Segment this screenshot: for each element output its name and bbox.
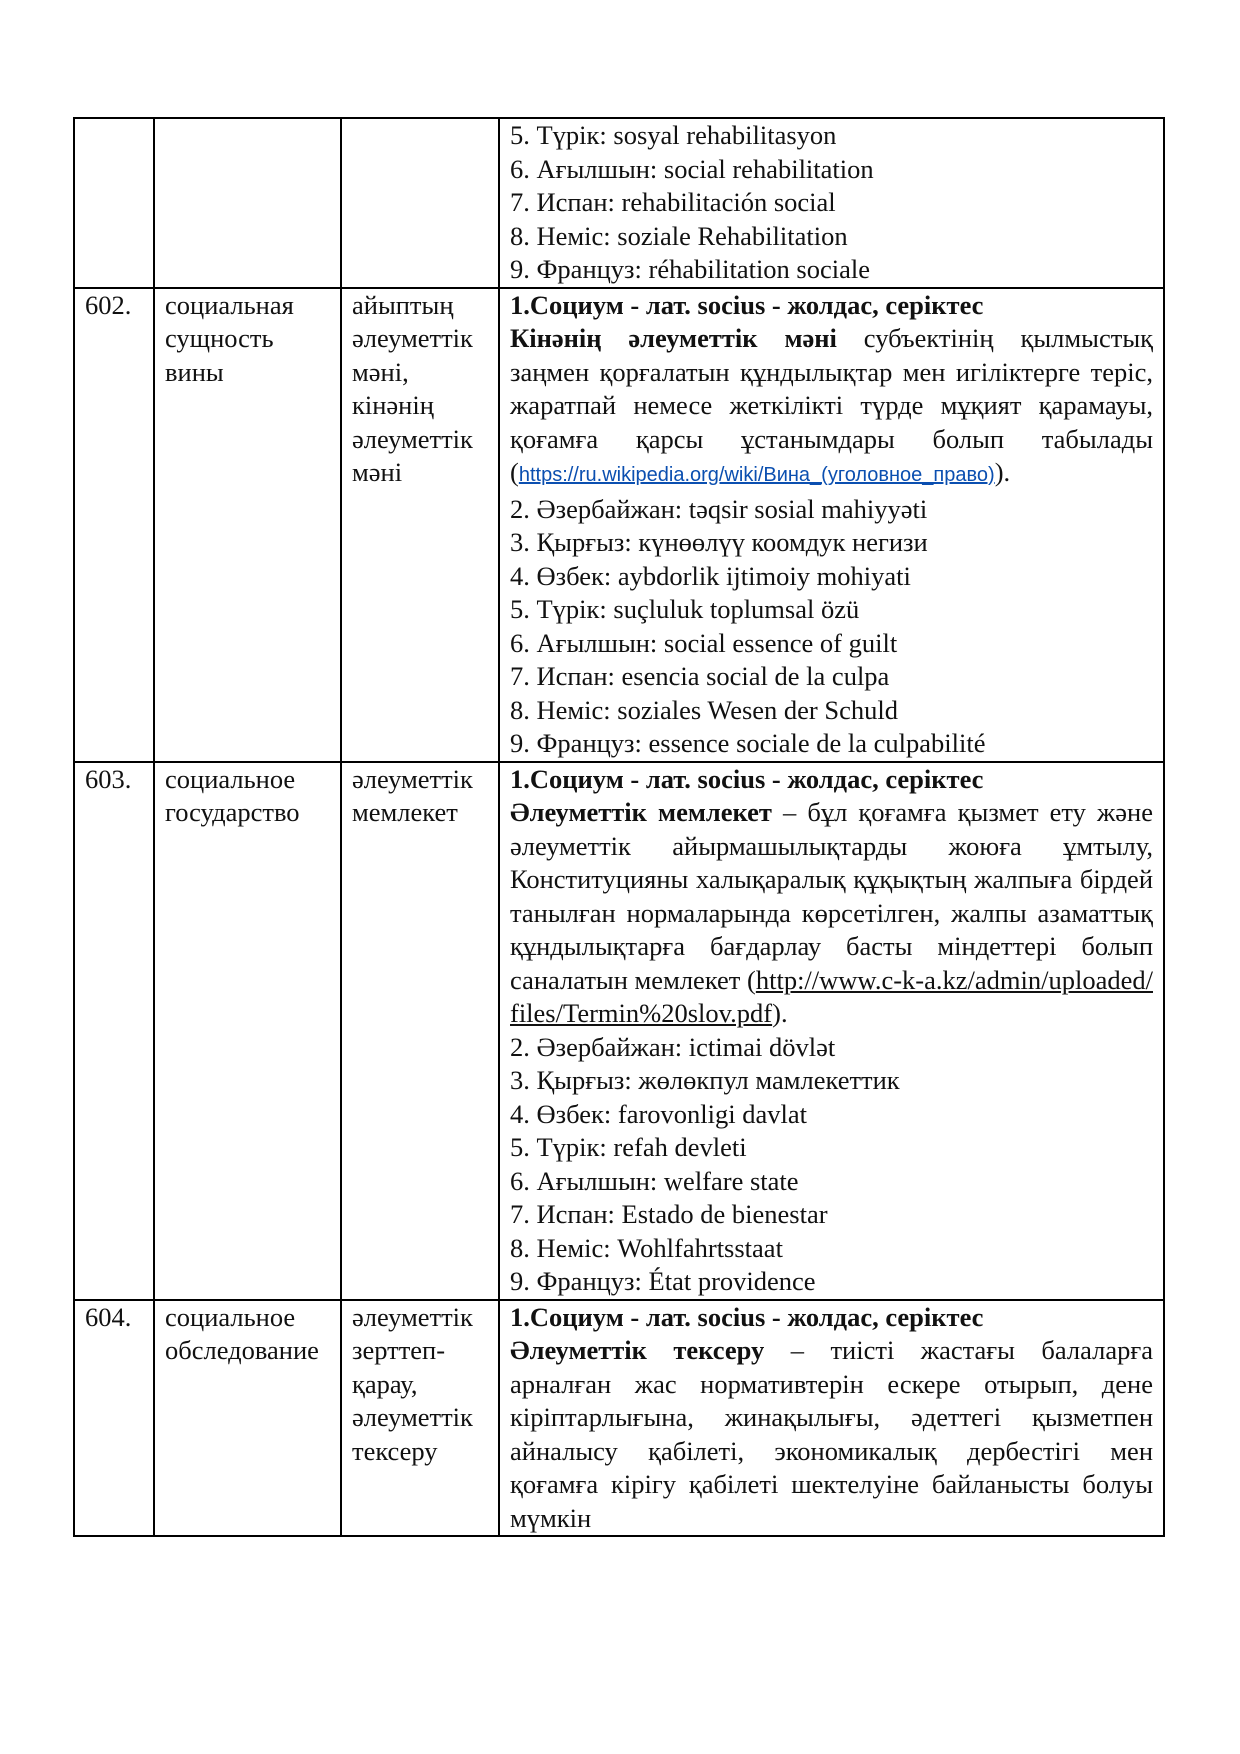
translation-line: 6. Ағылшын: welfare state <box>510 1165 799 1196</box>
term-kazakh: әлеуметтік мемлекет <box>341 762 499 1300</box>
entry-number: 602. <box>74 288 154 762</box>
definition-body: – тиісті жастағы балаларға арналған жас нормативтерін ескере отырып, дене кіріптарлығына, жинақылығы, әдеттегі қызметпен айналысу қабілеті, экономикалық дербестігі мен қоғамға кірігу қабілеті шектелуіне байланысты болуы мүмкін <box>510 1335 1153 1533</box>
translation-line: 8. Неміс: soziale Rehabilitation <box>510 220 848 251</box>
definition-cell <box>499 288 1164 762</box>
table-row <box>74 288 1164 762</box>
translation-line: 7. Испан: esencia social de la culpa <box>510 661 890 691</box>
translation-line: 8. Неміс: Wohlfahrtsstaat <box>510 1232 783 1263</box>
source-end: ). <box>994 457 1011 487</box>
translation-line: 5. Түрік: refah devleti <box>510 1132 747 1162</box>
translation-line: 5. Түрік: suçluluk toplumsal özü <box>510 594 860 624</box>
source-link[interactable]: http://www.c-k-a.kz/admin/uploaded/files/Termin%20slov.pdf <box>510 964 1153 1028</box>
translation-line: 8. Неміс: soziales Wesen der Schuld <box>510 694 898 725</box>
defined-term: Кінәнің әлеуметтік мәні <box>510 323 837 353</box>
translation-line: 9. Француз: essence sociale de la culpabilité <box>510 728 986 758</box>
definition-cell <box>499 1300 1164 1537</box>
entry-number: 604. <box>74 1300 154 1537</box>
translation-line: 7. Испан: Estado de bienestar <box>510 1199 828 1229</box>
translation-line: 5. Түрік: sosyal rehabilitasyon <box>510 120 837 150</box>
term-russian <box>154 118 341 288</box>
definition-cell <box>499 762 1164 1300</box>
definition-text <box>510 796 1153 1031</box>
term-kazakh: айыптың әлеуметтік мәні, кінәнің әлеуметтік мәні <box>341 288 499 762</box>
defined-term: Әлеуметтік тексеру <box>510 1335 765 1365</box>
defined-term: Әлеуметтік мемлекет <box>510 797 772 827</box>
definition-text <box>510 322 1153 493</box>
translation-line: 2. Әзербайжан: ictimai dövlət <box>510 1031 836 1062</box>
translation-line: 9. Француз: État providence <box>510 1266 816 1296</box>
translation-line: 9. Француз: réhabilitation sociale <box>510 254 871 284</box>
definition-body: субъектінің қылмыстық заңмен қорғалатын құндылықтар мен игіліктерге теріс, жаратпай немесе жеткілікті түрде мұқият қарамауы, қоғамға қарсы ұстанымдары болып табылады ( <box>510 323 1154 487</box>
entry-number: 603. <box>74 762 154 1300</box>
document-page <box>73 117 1165 1537</box>
term-russian: социальная сущность вины <box>154 288 341 762</box>
entry-number <box>74 118 154 288</box>
translation-line: 4. Өзбек: aybdorlik ijtimoiy mohiyati <box>510 560 911 591</box>
definition-body: – бұл қоғамға қызмет ету және әлеуметтік айырмашылықтарды жоюға ұмтылу, Конституцияны халықаралық құқықтың жалпыға бірдей танылған нормаларында көрсетілген, жалпы азаматтық құндылықтарға бағдарлау басты міндеттері болып саналатын мемлекет ( <box>510 797 1153 995</box>
definition-text <box>510 1334 1153 1535</box>
glossary-table <box>73 117 1165 1537</box>
term-kazakh: әлеуметтік зерттеп-қарау, әлеуметтік тексеру <box>341 1300 499 1537</box>
translation-line: 3. Қырғыз: күнөөлүү коомдук негизи <box>510 527 928 557</box>
table-row <box>74 118 1164 288</box>
translation-line: 3. Қырғыз: жөлөкпул мамлекеттик <box>510 1065 900 1095</box>
table-row <box>74 1300 1164 1537</box>
translation-line: 4. Өзбек: farovonligi davlat <box>510 1098 807 1129</box>
translation-line: 6. Ағылшын: social essence of guilt <box>510 627 898 658</box>
source-end: ). <box>772 998 788 1028</box>
source-link[interactable]: https://ru.wikipedia.org/wiki/Вина_(уголовное_право) <box>518 464 995 486</box>
definition-cell <box>499 118 1164 288</box>
table-row <box>74 762 1164 1300</box>
etymology-header: 1.Социум - лат. socius - жолдас, серіктес <box>510 289 984 320</box>
term-russian: социальное обследование <box>154 1300 341 1537</box>
translation-line: 6. Ағылшын: social rehabilitation <box>510 153 874 184</box>
translation-line: 2. Әзербайжан: təqsir sosial mahiyyəti <box>510 493 928 524</box>
term-russian: социальное государство <box>154 762 341 1300</box>
translation-line: 7. Испан: rehabilitación social <box>510 187 836 217</box>
etymology-header: 1.Социум - лат. socius - жолдас, серіктес <box>510 763 984 794</box>
term-kazakh <box>341 118 499 288</box>
etymology-header: 1.Социум - лат. socius - жолдас, серіктес <box>510 1301 984 1332</box>
